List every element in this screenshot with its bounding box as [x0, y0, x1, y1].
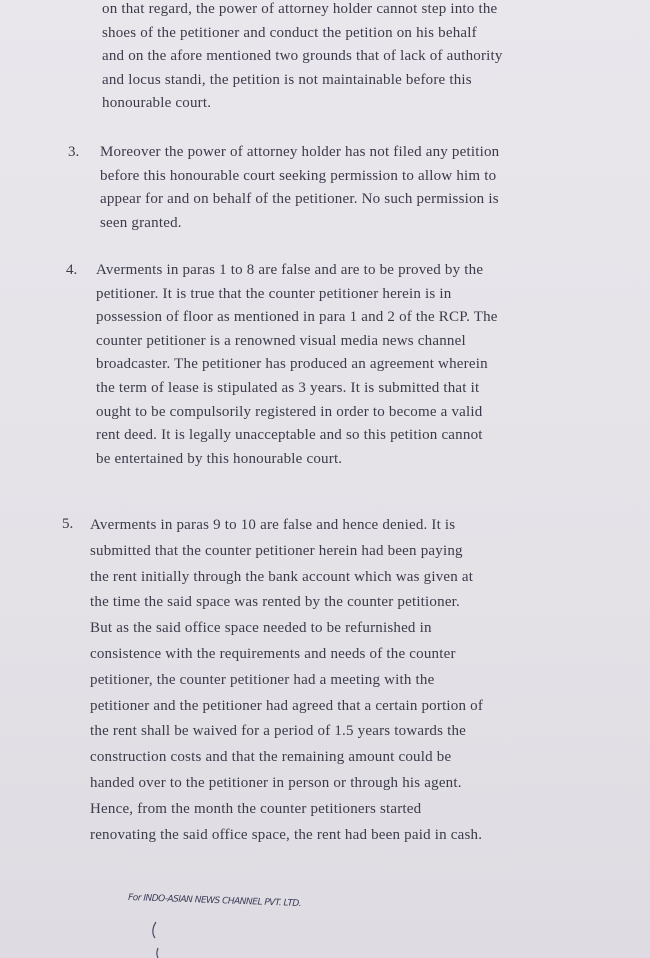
paragraph-line: Averments in paras 1 to 8 are false and are to be proved by the [96, 262, 484, 278]
paragraph-line: before this honourable court seeking permission to allow him to [100, 167, 497, 184]
paragraph-line: But as the said office space needed to be refurnished in [90, 620, 432, 637]
paragraph-5 [90, 513, 580, 848]
paragraph-4 [96, 259, 586, 471]
paragraph-line: possession of floor as mentioned in para 1 and 2 of the RCP. The [96, 309, 498, 326]
intro-paragraph [102, 0, 590, 116]
paragraph-line: Hence, from the month the counter petitioners started [90, 800, 422, 817]
paragraph-line: the rent initially through the bank account which was given at [90, 568, 474, 585]
paragraph-line: the time the said space was rented by the counter petitioner. [90, 594, 460, 611]
paragraph-line: construction costs and that the remaining amount could be [90, 749, 452, 766]
paragraph-3 [100, 141, 588, 235]
paragraph-line: submitted that the counter petitioner herein had been paying [90, 542, 463, 559]
paragraph-number: 5. [62, 516, 74, 532]
paragraph-line: consistence with the requirements and needs of the counter [90, 645, 456, 662]
paragraph-line: the rent shall be waived for a period of 1.5 years towards the [90, 723, 467, 740]
paragraph-line: counter petitioner is a renowned visual media news channel [96, 332, 466, 349]
intro-line: and locus standi, the petition is not maintainable before this [102, 71, 472, 88]
paragraph-line: appear for and on behalf of the petitioner. No such permission is [100, 191, 499, 208]
intro-line: honourable court. [102, 95, 212, 112]
signature-stamp: For INDO-ASIAN NEWS CHANNEL PVT. LTD. [127, 892, 302, 910]
paragraph-line: Averments in paras 9 to 10 are false and hence denied. It is [90, 517, 456, 533]
paragraph-line: handed over to the petitioner in person or through his agent. [90, 774, 462, 791]
paragraph-line: ought to be compulsorily registered in order to become a valid [96, 403, 483, 420]
signature-pen-stroke [140, 918, 180, 958]
paragraph-line: broadcaster. The petitioner has produced an agreement wherein [96, 356, 488, 373]
paragraph-line: petitioner, the counter petitioner had a meeting with the [90, 671, 435, 688]
paragraph-line: petitioner. It is true that the counter petitioner herein is in [96, 285, 452, 302]
paragraph-line: renovating the said office space, the rent had been paid in cash. [90, 826, 483, 843]
paragraph-number: 3. [68, 144, 80, 160]
intro-line: and on the afore mentioned two grounds that of lack of authority [102, 48, 503, 65]
paragraph-line: petitioner and the petitioner had agreed that a certain portion of [90, 697, 484, 714]
paragraph-line: rent deed. It is legally unacceptable and so this petition cannot [96, 427, 483, 444]
paragraph-line: seen granted. [100, 214, 182, 231]
paragraph-line: the term of lease is stipulated as 3 years. It is submitted that it [96, 379, 480, 396]
intro-line: shoes of the petitioner and conduct the petition on his behalf [102, 24, 477, 41]
paragraph-line: Moreover the power of attorney holder has not filed any petition [100, 144, 500, 160]
paragraph-number: 4. [66, 262, 78, 278]
paragraph-line: be entertained by this honourable court. [96, 450, 343, 467]
intro-line: on that regard, the power of attorney holder cannot step into the [102, 1, 498, 17]
